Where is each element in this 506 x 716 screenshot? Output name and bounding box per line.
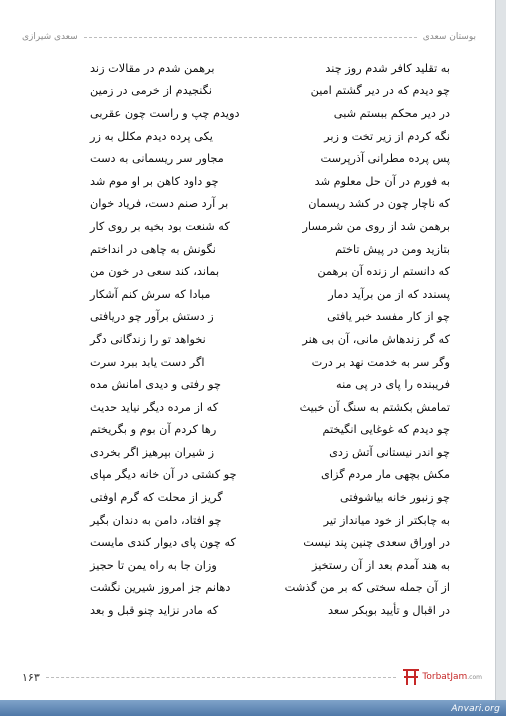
verse-row xyxy=(90,396,450,419)
second-hemistich: بر آرد صنم دست، فریاد خوان xyxy=(90,197,229,211)
first-hemistich: مکش بچهی مار مردم گزای xyxy=(321,468,450,482)
second-hemistich: چو افتاد، دامن به دندان بگیر xyxy=(90,513,222,527)
first-hemistich: که گر زندهاش مانی، آن بی هنر xyxy=(302,332,450,346)
first-hemistich: که دانستم ار زنده آن برهمن xyxy=(317,265,450,279)
second-hemistich: یکی پرده دیدم مکلل به زر xyxy=(90,129,213,143)
first-hemistich: به چابکتر از خود میانداز تیر xyxy=(323,513,450,527)
first-hemistich: چو اندر نیستانی آتش زدی xyxy=(329,445,450,459)
first-hemistich: چو از کار مفسد خبر یافتی xyxy=(327,310,450,324)
second-hemistich: نخواهد تو را زندگانی دگر xyxy=(90,332,206,346)
second-hemistich: وزان جا به راه یمن تا حجیز xyxy=(90,558,217,572)
verse-row xyxy=(90,599,450,622)
page-number: ۱۶۳ xyxy=(22,670,40,684)
first-hemistich: پسندد که از من برآید دمار xyxy=(328,287,450,301)
first-hemistich: وگر سر به خدمت نهد بر درت xyxy=(311,355,450,369)
first-hemistich: نگه کردم از زیر تخت و زبر xyxy=(324,129,450,143)
second-hemistich: رها کردم آن بوم و بگریختم xyxy=(90,423,217,437)
second-hemistich: مجاور سر ریسمانی به دست xyxy=(90,152,224,166)
verse-row xyxy=(90,102,450,125)
verse-row xyxy=(90,147,450,170)
first-hemistich: از آن جمله سختی که بر من گذشت xyxy=(284,581,450,595)
verse-row xyxy=(90,260,450,283)
second-hemistich: چو کشتی در آن خانه دیگر مپای xyxy=(90,468,237,482)
verse-row xyxy=(90,125,450,148)
first-hemistich: در اوراق سعدی چنین پند نیست xyxy=(303,536,450,550)
verse-row xyxy=(90,419,450,442)
footer-divider xyxy=(46,677,397,678)
watermark: Anvari.org xyxy=(451,704,500,714)
first-hemistich: فریبنده را پای در پی منه xyxy=(336,378,450,392)
second-hemistich: که شنعت بود بخیه بر روی کار xyxy=(90,219,230,233)
site-logo[interactable] xyxy=(402,667,482,687)
second-hemistich: نگنجیدم از خرمی در زمین xyxy=(90,84,213,98)
second-hemistich: چو رفتی و دیدی امانش مده xyxy=(90,378,221,392)
verse-row xyxy=(90,283,450,306)
verse-row xyxy=(90,193,450,216)
first-hemistich: پس پرده مطرانی آذرپرست xyxy=(320,152,450,166)
first-hemistich: چو دیدم که در دیر گشتم امین xyxy=(310,84,450,98)
verse-row xyxy=(90,238,450,261)
verse-row xyxy=(90,373,450,396)
verse-row xyxy=(90,328,450,351)
verse-row xyxy=(90,306,450,329)
scroll-edge xyxy=(495,0,506,716)
verse-row xyxy=(90,531,450,554)
second-hemistich: که از مرده دیگر نیاید حدیث xyxy=(90,400,219,414)
second-hemistich: مبادا که سرش کنم آشکار xyxy=(90,287,211,301)
verse-row xyxy=(90,80,450,103)
second-hemistich: برهمن شدم در مقالات زند xyxy=(90,61,215,75)
header-book-title: بوستان سعدی xyxy=(422,32,476,42)
bottom-bar xyxy=(0,700,506,716)
first-hemistich: در اقبال و تأیید بوبکر سعد xyxy=(327,604,450,618)
running-header xyxy=(22,30,476,44)
first-hemistich: به فورم در آن حل معلوم شد xyxy=(314,174,450,188)
torbatjam-logo-icon xyxy=(402,667,420,687)
second-hemistich: دویدم چپ و راست چون عقربی xyxy=(90,106,240,120)
page-footer xyxy=(22,664,482,690)
verse-row xyxy=(90,464,450,487)
first-hemistich: به تقلید کافر شدم روز چند xyxy=(325,61,450,75)
first-hemistich: تمامش بکشتم به سنگ آن خبیث xyxy=(299,400,450,414)
second-hemistich: گریز از محلت که گرم اوفتی xyxy=(90,491,223,505)
first-hemistich: بتازید ومن در پیش تاختم xyxy=(335,242,450,256)
header-divider xyxy=(84,37,417,38)
first-hemistich: که ناچار چون در کشد ریسمان xyxy=(308,197,450,211)
second-hemistich: ز دستش برآور چو دریافتی xyxy=(90,310,214,324)
poem-body xyxy=(90,57,450,622)
second-hemistich: ز شیران بپرهیز اگر بخردی xyxy=(90,445,215,459)
first-hemistich: چو دیدم که غوغایی انگیختم xyxy=(322,423,450,437)
second-hemistich: چو داود کاهن بر او موم شد xyxy=(90,174,219,188)
verse-row xyxy=(90,57,450,80)
header-author: سعدی شیرازی xyxy=(22,32,78,42)
verse-row xyxy=(90,170,450,193)
verse-row xyxy=(90,509,450,532)
first-hemistich: برهمن شد از روی من شرمسار xyxy=(302,219,450,233)
first-hemistich: در دیر محکم ببستم شبی xyxy=(333,106,450,120)
second-hemistich: دهانم جز امروز شیرین نگشت xyxy=(90,581,231,595)
verse-row xyxy=(90,215,450,238)
second-hemistich: نگونش به چاهی در انداختم xyxy=(90,242,216,256)
second-hemistich: که مادر نزاید چنو قبل و بعد xyxy=(90,604,219,618)
verse-row xyxy=(90,441,450,464)
verse-row xyxy=(90,554,450,577)
second-hemistich: بماند، کند سعی در خون من xyxy=(90,265,220,279)
logo-text: TorbatJam.com xyxy=(422,672,482,682)
first-hemistich: به هند آمدم بعد از آن رستخیز xyxy=(312,558,450,572)
second-hemistich: اگر دست یابد ببرد سرت xyxy=(90,355,205,369)
first-hemistich: چو زنبور خانه بیاشوفتی xyxy=(339,491,450,505)
verse-row xyxy=(90,351,450,374)
verse-row xyxy=(90,577,450,600)
second-hemistich: که چون پای دیوار کندی مایست xyxy=(90,536,236,550)
verse-row xyxy=(90,486,450,509)
